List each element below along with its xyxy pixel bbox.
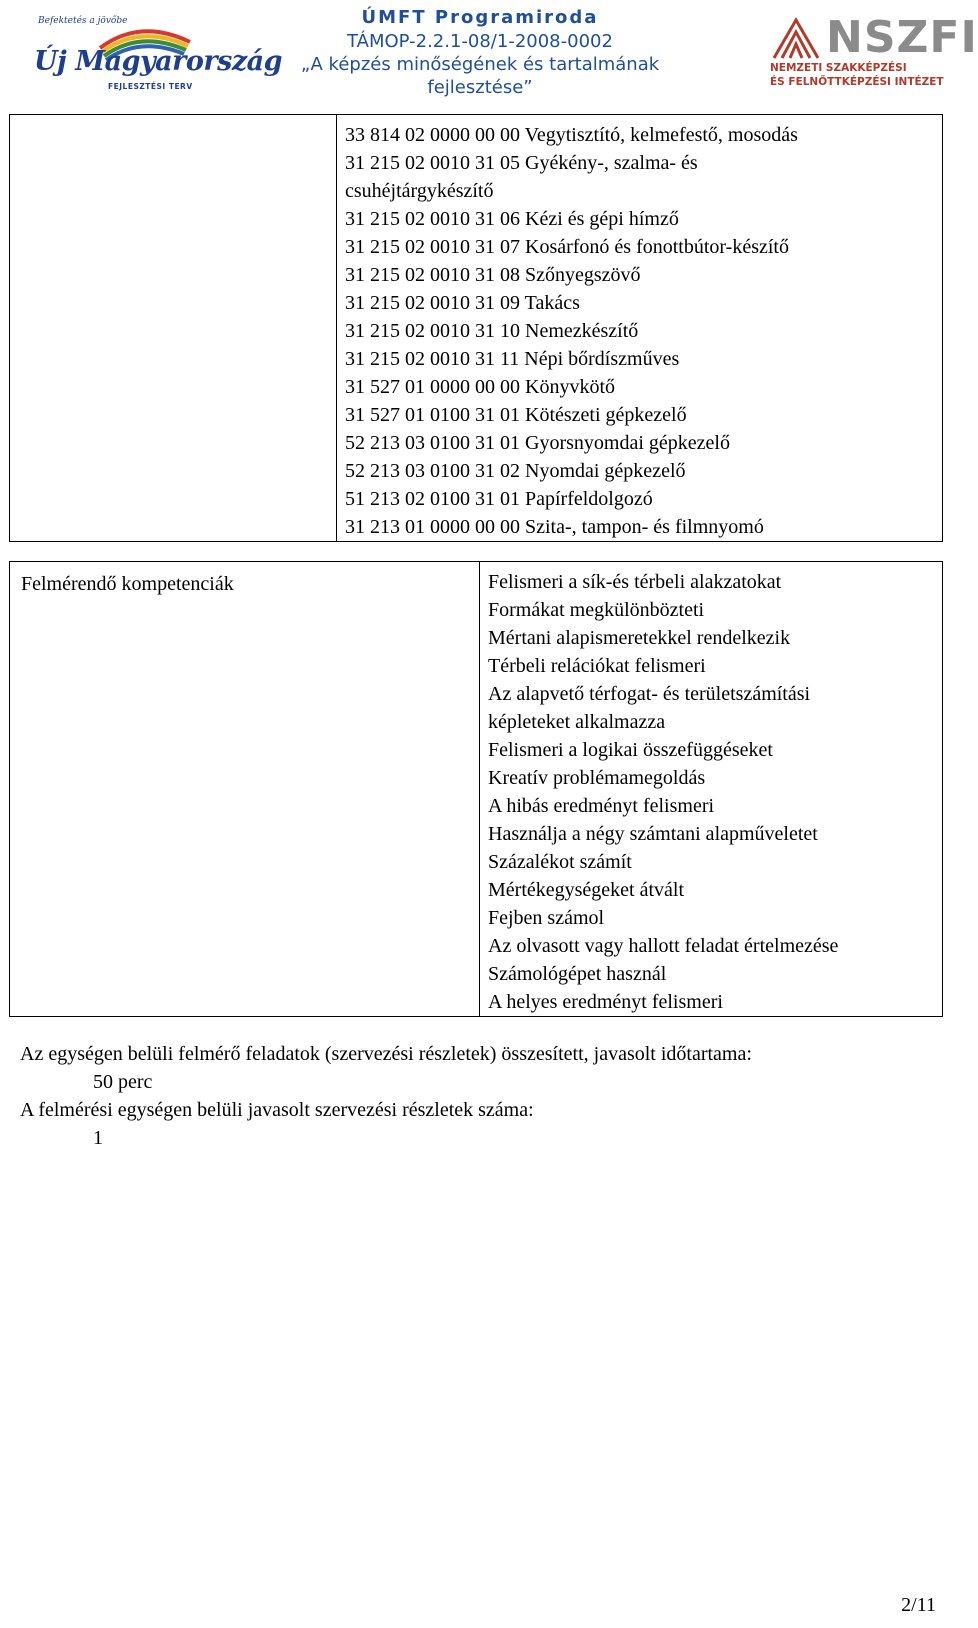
list-item: 31 215 02 0010 31 10 Nemezkészítő bbox=[345, 320, 639, 342]
list-item: Számológépet használ bbox=[488, 963, 667, 985]
heading-line-3: „A képzés minőségének és tartalmának bbox=[300, 54, 660, 75]
list-item: Százalékot számít bbox=[488, 851, 632, 873]
list-item: Felismeri a sík-és térbeli alakzatokat bbox=[488, 571, 782, 593]
list-item: A helyes eredményt felismeri bbox=[488, 991, 723, 1013]
nszfi-emblem-icon bbox=[770, 14, 826, 62]
nszfi-wordmark: NSZFI bbox=[826, 12, 978, 63]
list-item: Felismeri a logikai összefüggéseket bbox=[488, 739, 773, 761]
list-item: 31 215 02 0010 31 06 Kézi és gépi hímző bbox=[345, 208, 679, 230]
list-item: A hibás eredményt felismeri bbox=[488, 795, 715, 817]
list-item: 33 814 02 0000 00 00 Vegytisztító, kelmefestő, mosodás bbox=[345, 124, 798, 146]
count-label: A felmérési egységen belüli javasolt szervezési részletek száma: bbox=[20, 1099, 534, 1121]
summary-section bbox=[20, 1040, 752, 1152]
logo-subtitle: FEJLESZTÉSI TERV bbox=[108, 82, 193, 91]
heading-line-1: ÚMFT Programiroda bbox=[361, 7, 599, 28]
list-item: 51 213 02 0100 31 01 Papírfeldolgozó bbox=[345, 488, 653, 510]
count-value: 1 bbox=[93, 1127, 103, 1149]
heading-line-4: fejlesztése” bbox=[427, 77, 533, 98]
list-item: 31 215 02 0010 31 08 Szőnyegszövő bbox=[345, 264, 641, 286]
nszfi-logo bbox=[770, 12, 978, 94]
logo-tagline: Befektetés a jövőbe bbox=[38, 16, 128, 26]
list-item: Fejben számol bbox=[488, 907, 605, 929]
list-item: 31 527 01 0100 31 01 Kötészeti gépkezelő bbox=[345, 404, 687, 426]
list-item: Térbeli relációkat felismeri bbox=[488, 655, 706, 677]
list-item: Kreatív problémamegoldás bbox=[488, 767, 706, 789]
nszfi-line-2: ÉS FELNŐTTKÉPZÉSI INTÉZET bbox=[770, 76, 944, 88]
list-item: 31 215 02 0010 31 09 Takács bbox=[345, 292, 580, 314]
list-item: Az alapvető térfogat- és területszámítási bbox=[488, 683, 811, 705]
list-item: Használja a négy számtani alapműveletet bbox=[488, 823, 818, 845]
list-item: csuhéjtárgykészítő bbox=[345, 180, 494, 202]
list-item: 31 215 02 0010 31 07 Kosárfonó és fonottbútor-készítő bbox=[345, 236, 789, 258]
duration-label: Az egységen belüli felmérő feladatok (szervezési részletek) összesített, javasolt időtartama: bbox=[20, 1043, 752, 1065]
nszfi-line-1: NEMZETI SZAKKÉPZÉSI bbox=[770, 62, 907, 74]
list-item: 31 215 02 0010 31 05 Gyékény-, szalma- és bbox=[345, 152, 698, 174]
list-item: képleteket alkalmazza bbox=[488, 711, 666, 733]
competencies-table bbox=[9, 561, 943, 1017]
page-number: 2/11 bbox=[901, 1594, 936, 1616]
qualifications-label-cell bbox=[10, 115, 337, 542]
competencies-list bbox=[480, 562, 943, 1017]
list-item: Mértani alapismeretekkel rendelkezik bbox=[488, 627, 791, 649]
duration-value: 50 perc bbox=[93, 1071, 153, 1093]
uj-magyarorszag-logo bbox=[30, 12, 283, 96]
logo-brand: Új Magyarország bbox=[34, 46, 283, 77]
list-item: 31 213 01 0000 00 00 Szita-, tampon- és filmnyomó bbox=[345, 516, 764, 538]
page-header bbox=[0, 0, 978, 108]
list-item: Formákat megkülönbözteti bbox=[488, 599, 705, 621]
list-item: 31 527 01 0000 00 00 Könyvkötő bbox=[345, 376, 615, 398]
program-office-heading bbox=[290, 6, 670, 99]
qualifications-table bbox=[9, 114, 943, 542]
list-item: 52 213 03 0100 31 02 Nyomdai gépkezelő bbox=[345, 460, 686, 482]
list-item: Az olvasott vagy hallott feladat értelmezése bbox=[488, 935, 839, 957]
competencies-label: Felmérendő kompetenciák bbox=[10, 562, 480, 1017]
list-item: Mértékegységeket átvált bbox=[488, 879, 685, 901]
heading-line-2: TÁMOP-2.2.1-08/1-2008-0002 bbox=[347, 31, 613, 52]
qualifications-list bbox=[337, 115, 943, 542]
list-item: 31 215 02 0010 31 11 Népi bőrdíszműves bbox=[345, 348, 680, 370]
list-item: 52 213 03 0100 31 01 Gyorsnyomdai gépkezelő bbox=[345, 432, 730, 454]
